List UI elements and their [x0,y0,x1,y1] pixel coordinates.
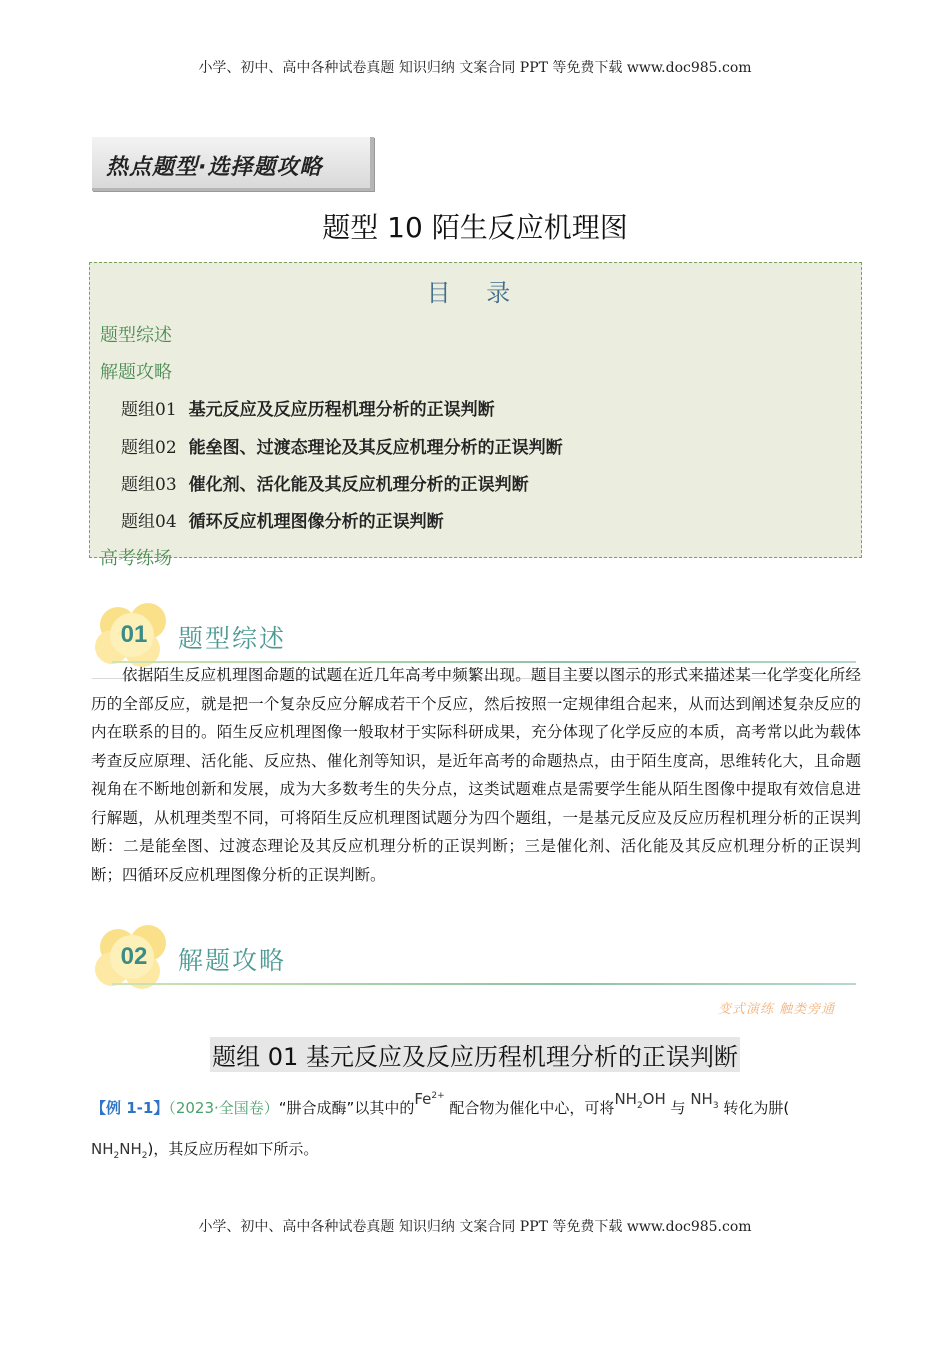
toc-item-group04[interactable] [121,507,444,532]
toc-item-text: 能垒图、过渡态理论及其反应机理分析的正误判断 [188,438,563,458]
formula-nh3 [690,1090,719,1111]
banner-label: 热点题型·选择题攻略 [106,155,323,180]
section-header-overview [92,603,860,669]
toc-item-tag: 题组04 [121,512,177,532]
toc-section-strategy[interactable]: 解题攻略 [100,362,172,383]
toc-item-group02[interactable] [121,433,563,458]
toc-item-text: 基元反应及反应历程机理分析的正误判断 [188,400,495,420]
toc-item-text: 催化剂、活化能及其反应机理分析的正误判断 [188,475,529,495]
page-footer: 小学、初中、高中各种试卷真题 知识归纳 文案合同 PPT 等免费下载 www.doc985.com [198,1219,752,1235]
example-text: )，其反应历程如下所示。 [147,1140,319,1158]
section-header-strategy [92,925,860,991]
formula-part: NH [690,1090,713,1108]
toc-item-tag: 题组01 [121,400,177,420]
example-text: “肼合成酶”以其中的 [278,1099,415,1117]
page-header: 小学、初中、高中各种试卷真题 知识归纳 文案合同 PPT 等免费下载 www.doc985.com [198,60,752,76]
summary-paragraph: 依据陌生反应机理图命题的试题在近几年高考中频繁出现。题目主要以图示的形式来描述某一化学变化所经历的全部反应，就是把一个复杂反应分解成若干个反应，然后按照一定规律组合起来，从而达到阐述复杂反应的内在联系的目的。陌生反应机理图像一般取材于实际科研成果，充分体现了化学反应的本质，高考常以此为载体考查反应原理、活化能、反应热、催化剂等知识，是近年高考的命题热点，由于陌生度高，思维转化大，且命题视角在不断地创新和发展，成为大多数考生的失分点，这类试题难点是需要学生能从陌生图像中提取有效信息进行解题，从机理类型不同，可将陌生反应机理图试题分为四个题组，一是基元反应及反应历程机理分析的正误判断：二是能垒图、过渡态理论及其反应机理分析的正误判断；三是催化剂、活化能及其反应机理分析的正误判断；四循环反应机理图像分析的正误判断。 [91,666,861,884]
example-source: （2023·全国卷） [168,1099,279,1117]
section-number: 01 [120,621,148,648]
toc-item-group03[interactable] [121,470,529,495]
toc-section-overview[interactable]: 题型综述 [100,325,172,346]
group-title-text: 题组 01 基元反应及反应历程机理分析的正误判断 [210,1037,740,1072]
formula-fe-symbol: Fe [414,1090,432,1108]
example-text: 与 [665,1099,691,1117]
practice-tagline: 变式演练 触类旁通 [718,1002,836,1017]
example-text: 配合物为催化中心，可将 [444,1099,615,1117]
section-title: 题型综述 [178,624,287,653]
example-label: 【例 1-1】 [91,1099,169,1117]
example-1-1 [91,1088,861,1173]
formula-fe [414,1090,444,1108]
toc-heading: 目 录 [426,279,525,307]
formula-subscript: 3 [712,1101,719,1111]
toc-item-tag: 题组02 [121,438,177,458]
formula-subscript: 2 [141,1151,148,1161]
formula-part: NH [614,1090,637,1108]
toc-section-practice[interactable]: 高考练场 [100,548,172,569]
formula-subscript: 2 [113,1151,120,1161]
toc-item-tag: 题组03 [121,475,177,495]
example-text: 转化为肼( [718,1099,790,1117]
table-of-contents [89,262,862,569]
section-title: 解题攻略 [178,946,287,975]
toc-item-text: 循环反应机理图像分析的正误判断 [188,512,444,532]
formula-part: NH [91,1140,114,1158]
section-banner [92,137,374,191]
formula-n2h4 [91,1140,148,1161]
document-title: 题型 10 陌生反应机理图 [322,211,628,244]
formula-subscript: 2 [636,1101,643,1111]
formula-part: OH [642,1090,666,1108]
toc-item-group01[interactable] [121,395,495,420]
formula-part: NH [119,1140,142,1158]
group-title [0,1037,950,1072]
formula-nh2oh [614,1090,666,1111]
formula-fe-charge: 2+ [431,1091,445,1101]
section-divider [112,983,856,985]
section-number: 02 [120,943,148,970]
